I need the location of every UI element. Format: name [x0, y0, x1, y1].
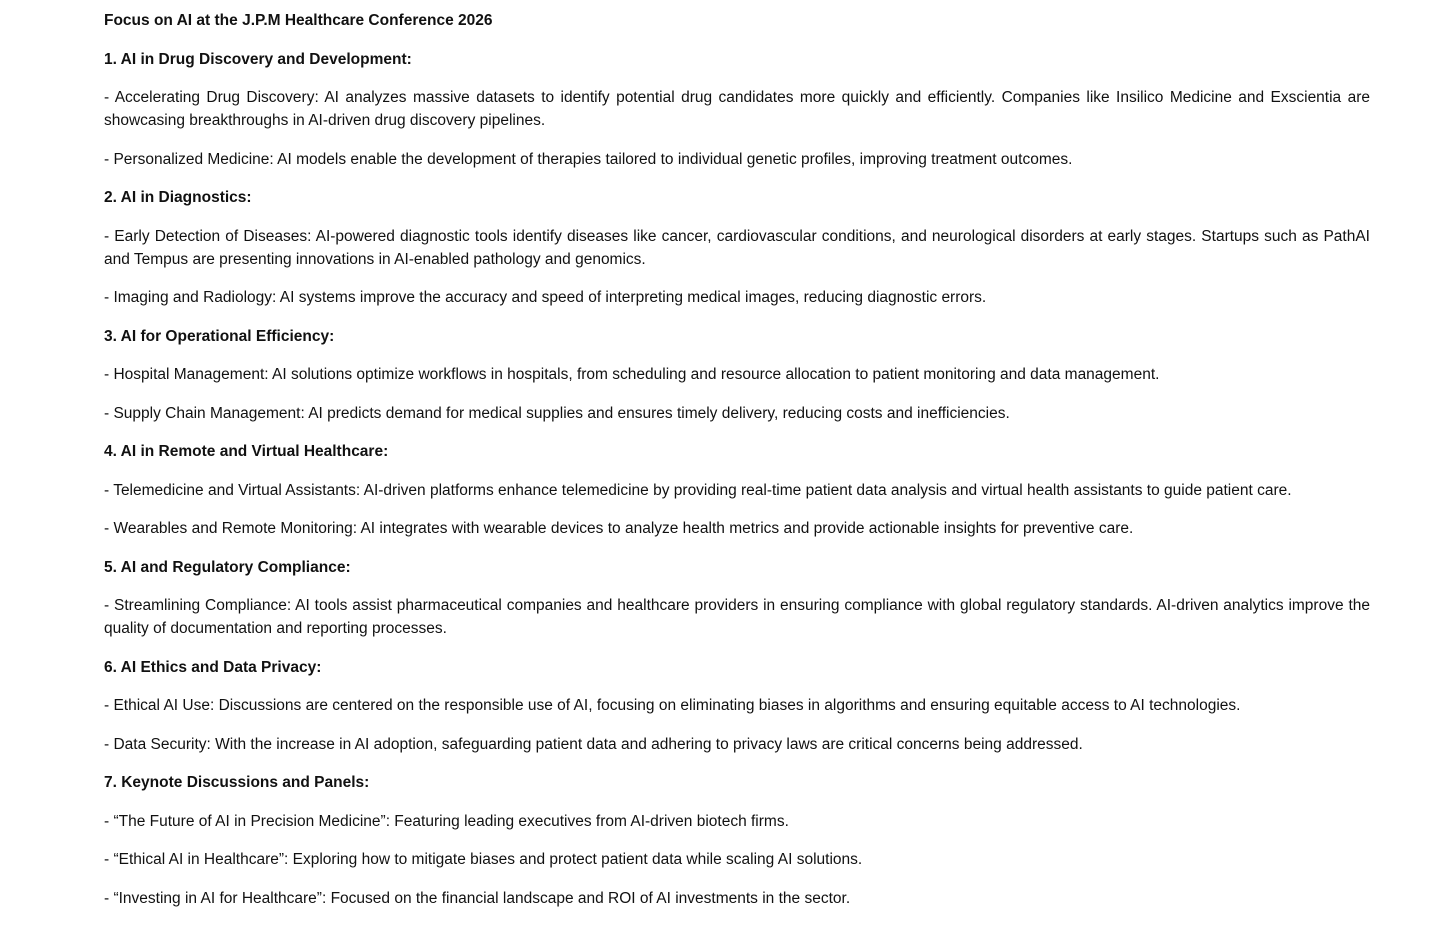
section-heading: 4. AI in Remote and Virtual Healthcare: — [104, 443, 389, 460]
section-regulatory-compliance — [104, 556, 1370, 641]
section-operational-efficiency — [104, 325, 1370, 425]
section-diagnostics — [104, 186, 1370, 309]
paragraph: - “The Future of AI in Precision Medicine”: Featuring leading executives from AI-driven biotech firms. — [104, 812, 789, 830]
document-body — [104, 9, 1370, 910]
paragraph: - Early Detection of Diseases: AI-powered diagnostic tools identify diseases like cancer, cardiovascular conditions, and neurological disorders at early stages. Startups such as PathAI and Tempus are presenting innovations in AI-enabled pathology and genomics. — [104, 227, 1370, 268]
paragraph: - “Ethical AI in Healthcare”: Exploring how to mitigate biases and protect patient data while scaling AI solutions. — [104, 851, 863, 868]
section-ethics-privacy — [104, 656, 1370, 756]
section-heading: 7. Keynote Discussions and Panels: — [104, 774, 370, 791]
paragraph: - Ethical AI Use: Discussions are centered on the responsible use of AI, focusing on eliminating biases in algorithms and ensuring equitable access to AI technologies. — [104, 697, 1241, 714]
section-drug-discovery — [104, 48, 1370, 171]
section-heading: 3. AI for Operational Efficiency: — [104, 327, 335, 345]
paragraph: - Imaging and Radiology: AI systems improve the accuracy and speed of interpreting medical images, reducing diagnostic errors. — [104, 289, 987, 306]
section-heading: 6. AI Ethics and Data Privacy: — [104, 658, 322, 676]
paragraph: - Telemedicine and Virtual Assistants: AI-driven platforms enhance telemedicine by providing real-time patient data analysis and virtual health assistants to guide patient care. — [104, 481, 1292, 499]
section-heading: 2. AI in Diagnostics: — [104, 189, 252, 206]
paragraph: - Accelerating Drug Discovery: AI analyzes massive datasets to identify potential drug candidates more quickly and efficiently. Companies like Insilico Medicine and Exscientia are showcasing breakthroughs in AI-driven drug discovery pipelines. — [104, 89, 1370, 129]
paragraph: - Personalized Medicine: AI models enable the development of therapies tailored to individual genetic profiles, improving treatment outcomes. — [104, 150, 1073, 168]
paragraph: - Streamlining Compliance: AI tools assist pharmaceutical companies and healthcare providers in ensuring compliance with global regulatory standards. AI-driven analytics improve the quality of documentation and reporting processes. — [104, 597, 1370, 637]
paragraph: - Hospital Management: AI solutions optimize workflows in hospitals, from scheduling and resource allocation to patient monitoring and data management. — [104, 366, 1160, 383]
section-heading: 1. AI in Drug Discovery and Development: — [104, 50, 412, 68]
section-keynotes — [104, 771, 1370, 910]
paragraph: - Supply Chain Management: AI predicts demand for medical supplies and ensures timely delivery, reducing costs and inefficiencies. — [104, 404, 1010, 422]
paragraph: - Data Security: With the increase in AI adoption, safeguarding patient data and adhering to privacy laws are critical concerns being addressed. — [104, 735, 1083, 753]
section-remote-healthcare — [104, 440, 1370, 540]
document-title: Focus on AI at the J.P.M Healthcare Conference 2026 — [104, 12, 493, 29]
section-heading: 5. AI and Regulatory Compliance: — [104, 558, 351, 576]
paragraph: - Wearables and Remote Monitoring: AI integrates with wearable devices to analyze health metrics and provide actionable insights for preventive care. — [104, 520, 1134, 537]
paragraph: - “Investing in AI for Healthcare”: Focused on the financial landscape and ROI of AI investments in the sector. — [104, 889, 851, 907]
